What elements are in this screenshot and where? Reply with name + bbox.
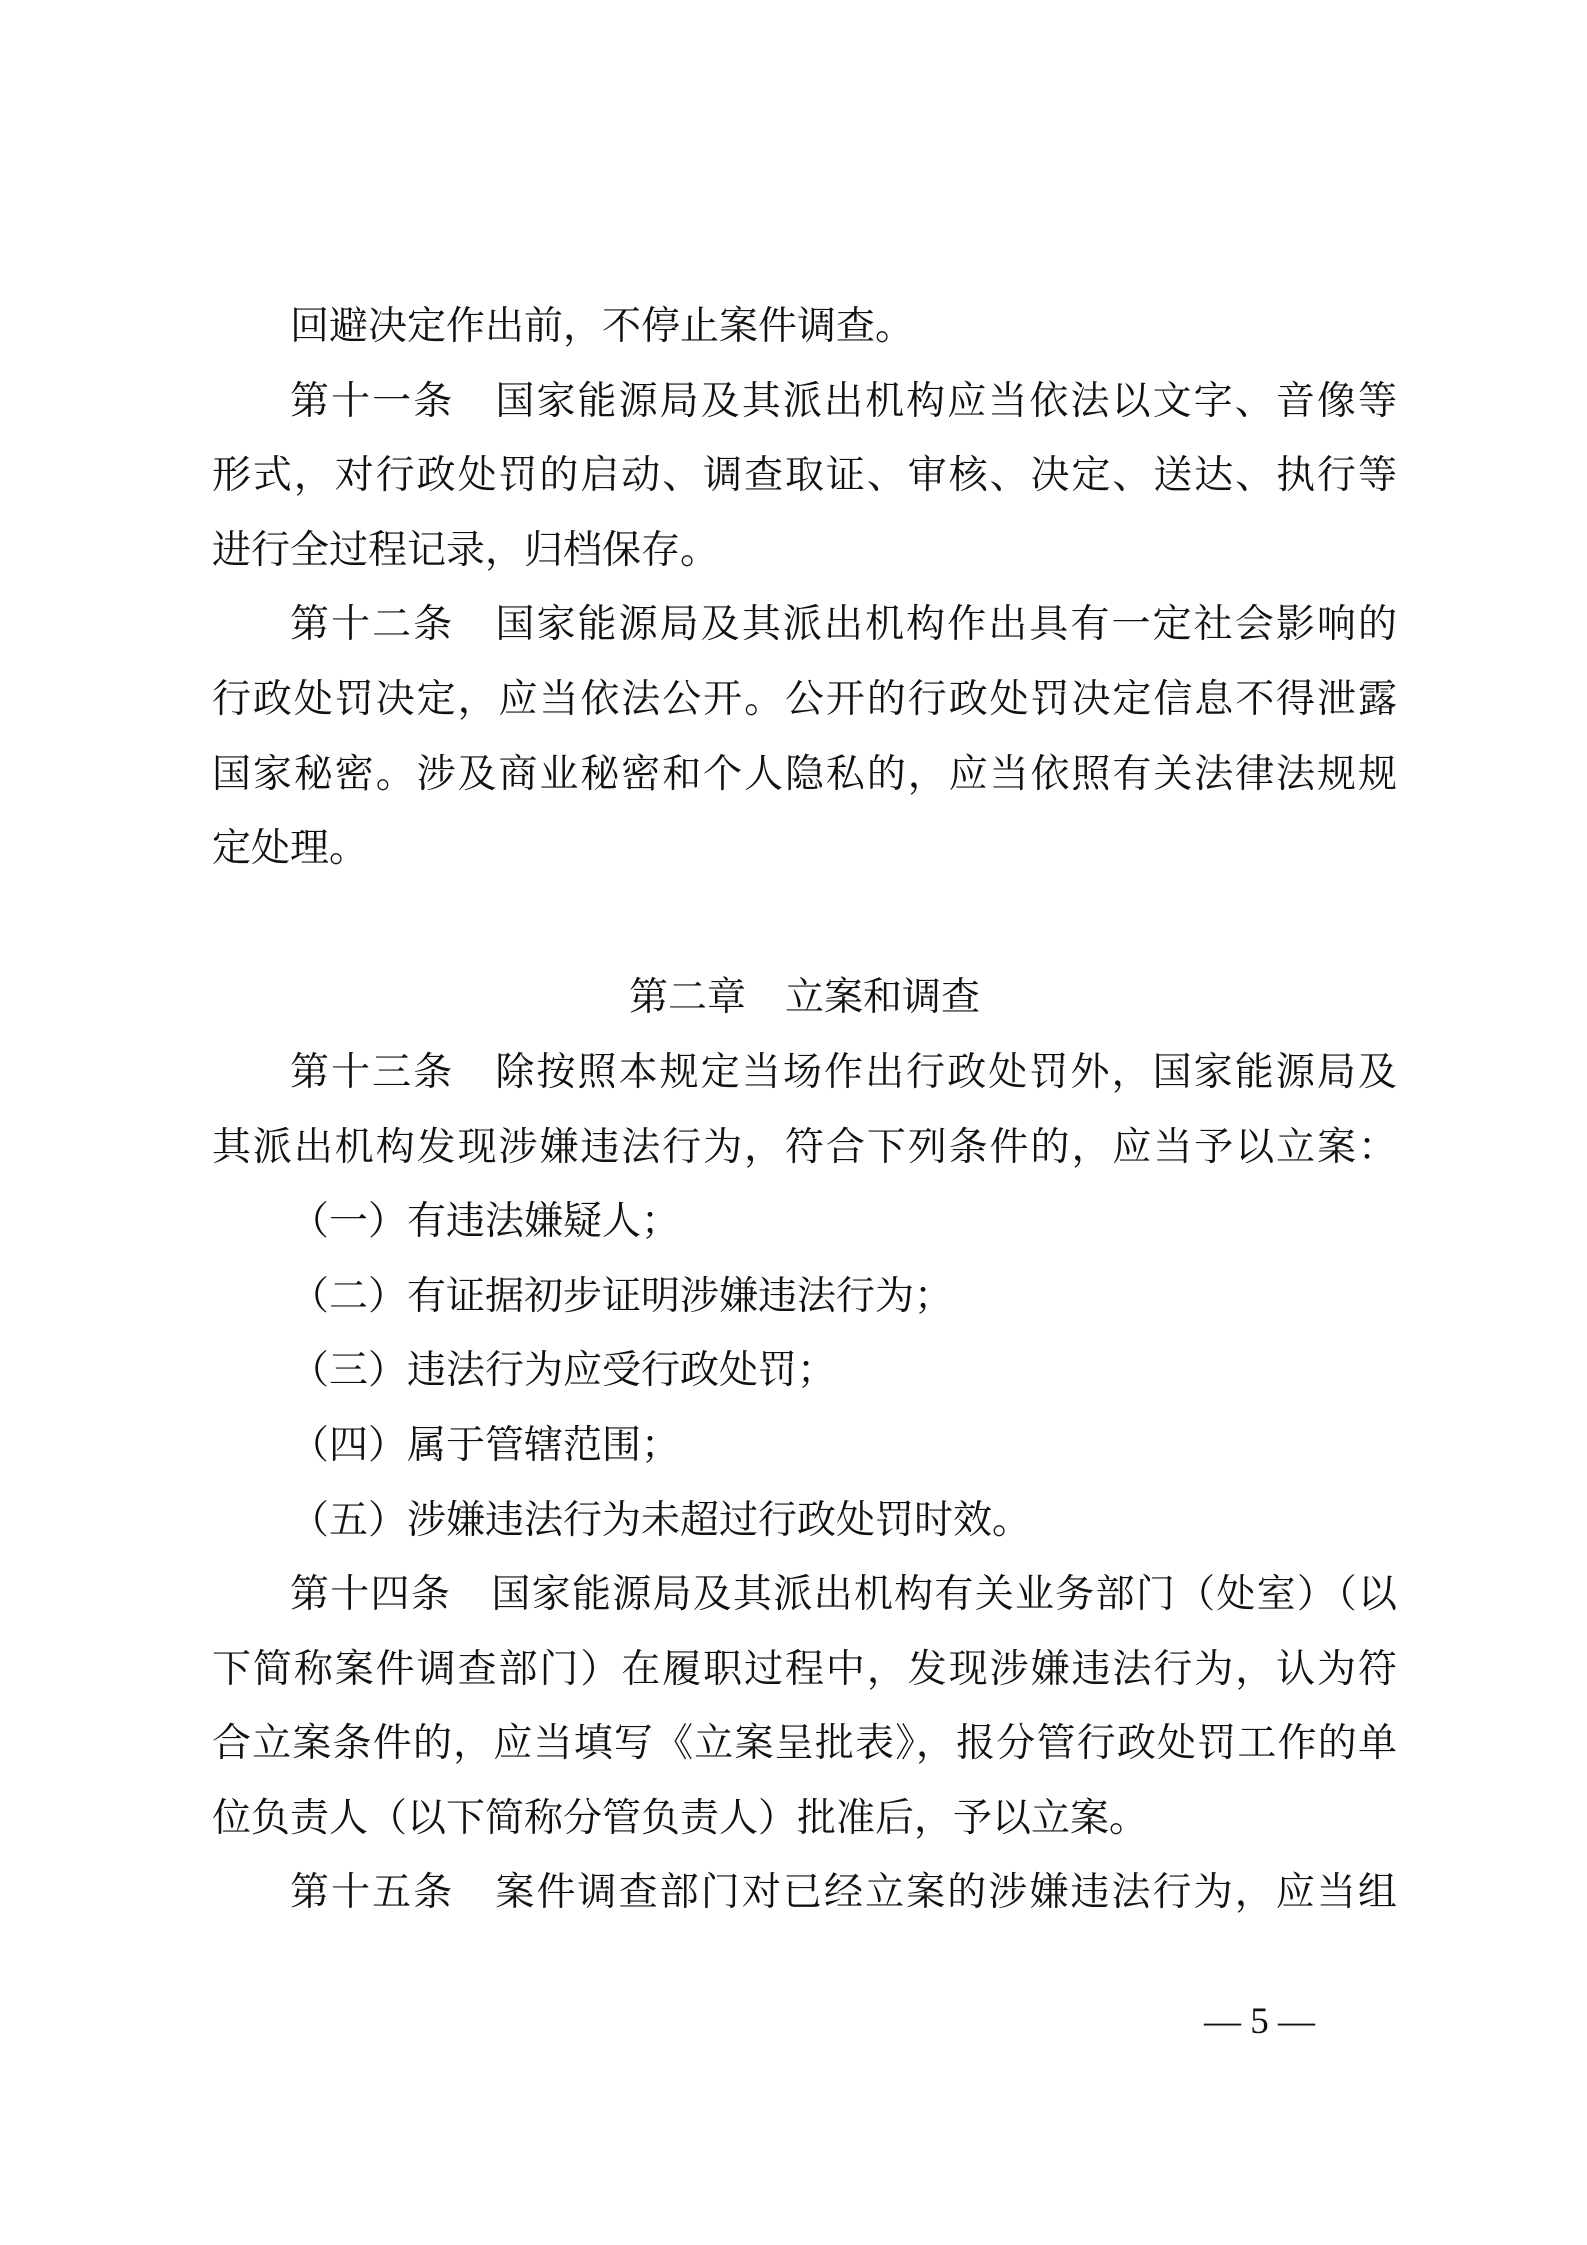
text-line: 位负责人（以下简称分管负责人）批准后，予以立案。 [212,1796,1149,1840]
text-line: 形式，对行政处罚的启动、调查取证、审核、决定、送达、执行等 [212,454,1397,498]
text-line: （一）有违法嫌疑人； [290,1200,681,1244]
text-line: 国家秘密。涉及商业秘密和个人隐私的，应当依照有关法律法规规 [212,752,1397,796]
text-line: 行政处罚决定，应当依法公开。公开的行政处罚决定信息不得泄露 [212,677,1397,721]
text-line: 第十三条 除按照本规定当场作出行政处罚外，国家能源局及 [290,1050,1397,1094]
text-line: 回避决定作出前，不停止案件调查。 [290,305,915,348]
text-line: 其派出机构发现涉嫌违法行为，符合下列条件的，应当予以立案： [212,1125,1397,1169]
text-line: 第十一条 国家能源局及其派出机构应当依法以文字、音像等 [290,379,1397,423]
text-line: 第十四条 国家能源局及其派出机构有关业务部门（处室）（以 [290,1573,1397,1617]
text-line: 定处理。 [212,827,369,871]
text-line: 第十五条 案件调查部门对已经立案的涉嫌违法行为，应当组 [290,1871,1397,1915]
text-line: （三）违法行为应受行政处罚； [290,1349,837,1393]
document-body [212,290,1397,1931]
text-line: （二）有证据初步证明涉嫌违法行为； [290,1274,954,1318]
text-line: 第十二条 国家能源局及其派出机构作出具有一定社会影响的 [290,603,1397,647]
chapter-heading: 第二章 立案和调查 [628,976,980,1020]
text-line: （四）属于管辖范围； [290,1423,681,1467]
text-line: （五）涉嫌违法行为未超过行政处罚时效。 [290,1498,1032,1542]
text-line: 下简称案件调查部门）在履职过程中，发现涉嫌违法行为，认为符 [212,1647,1397,1691]
text-line: 进行全过程记录，归档保存。 [212,528,720,572]
text-line: 合立案条件的，应当填写《立案呈批表》，报分管行政处罚工作的单 [212,1722,1397,1766]
blank-line [212,887,1397,962]
page-number: — 5 — [1204,2001,1315,2042]
